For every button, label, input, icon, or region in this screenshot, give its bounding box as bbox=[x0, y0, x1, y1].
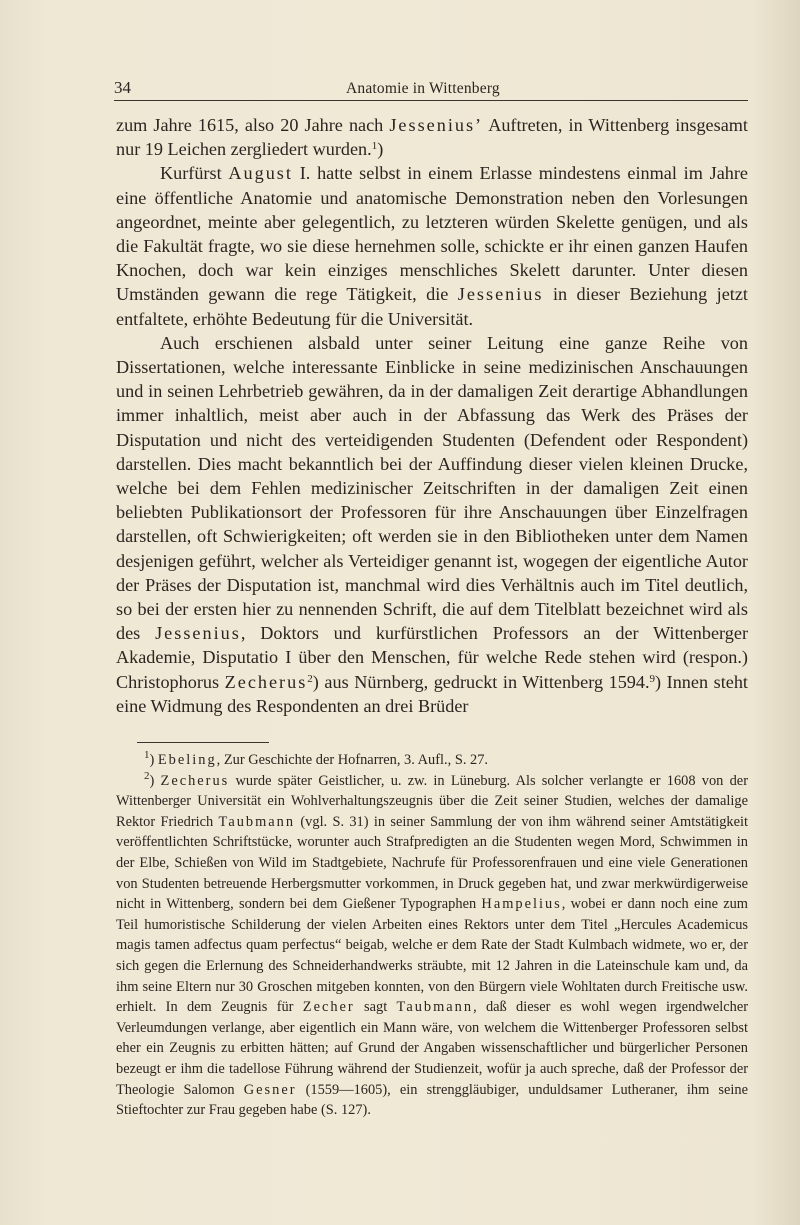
footnote-ref: 1 bbox=[371, 140, 378, 153]
text-run: , Zur Geschichte der Hofnarren, 3. Aufl., S. 27. bbox=[216, 752, 489, 768]
text-run: (vgl. S. 31) in seiner Sammlung der von ihm während seiner Amtstätigkeit veröffentlichten Schriftstücke, worunter auch Strafpredigten an die Studenten wegen Mord, Schwimmen in der Elbe, Schießen von Wild im Stadtgebiete, Nachrufe für Professorenfrauen und eine viele Generationen von Studenten betreuende Herbergsmutter vorkommen, in Druck gegeben hat, und zwar merkwürdigerweise nicht in Wittenberg, sondern bei dem Gießener Typographen bbox=[116, 813, 748, 913]
footnote-1: $^1$) Ebeling, Zur Geschichte der Hofnarren, 3. Aufl., S. 27. bbox=[144, 749, 489, 768]
text-run: ) aus Nürnberg, gedruckt in Wittenberg 1594. bbox=[312, 671, 650, 692]
text-run: Kurfürst bbox=[160, 163, 229, 184]
text-run: I. hatte selbst in einem Erlasse mindestens einmal im Jahre eine öffentliche Anatomie und anatomische Demonstration neben den Vorlesungen angeordnet, meinte aber gelegentlich, zu letzteren würden Skelette genügen, und als die Fakultät fragte, wo sie diese hernehmen solle, schickte er ihr einen ganzen Haufen Knochen, doch war kein einziges menschliches Skelett darunter. Unter diesen Umständen gewann die rege Tätigkeit, die bbox=[116, 163, 748, 305]
spaced-name: Hampelius bbox=[481, 896, 562, 913]
text-run: , wobei er dann noch eine zum Teil humoristische Schilderung der vielen Arbeiten eines Rektors unter dem Titel „Hercules Academicus magis tamen adfectus quam perfectus“ beigab, welche er dem Rate der Stadt Kulmbach widmete, wo er, der sich gegen die Erlernung des Schneiderhandwerks sträubte, mit 12 Jahren in die Lateinschule kam und, da ihm seine Eltern nur 30 Groschen mitgeben konnten, von den Bürgern viele Wohltaten durch Freitische usw. erhielt. In dem Zeugnis für bbox=[116, 896, 748, 1016]
spaced-name: Zecher bbox=[302, 999, 355, 1016]
footnotes bbox=[116, 750, 748, 1121]
spaced-name: Jessenius bbox=[155, 623, 241, 644]
text-run: ) bbox=[377, 139, 384, 160]
text-run: sagt bbox=[354, 999, 397, 1016]
spaced-name: August bbox=[228, 163, 293, 184]
spaced-name: Taubmann bbox=[396, 999, 474, 1016]
footnote-2: $^2$) Zecherus wurde später Geistlicher, u. zw. in Lüneburg. Als solcher verlangte er 1608 von der Wittenberger Universität ein Wohlverhaltungszeugnis über die Zeit seiner Studien, welches der damalige Rektor Friedrich Taubmann (vgl. S. 31) in seiner Sammlung der von ihm während seiner Amtstätigkeit veröffentlichten Schriftstücke, worunter auch Strafpredigten an die Studenten wegen Mord, Schwimmen in der Elbe, Schießen von Wild im Stadtgebiete, Nachrufe für Professorenfrauen und eine viele Generationen von Studenten betreuende Herbergsmutter vorkommen, in Druck gegeben hat, und zwar merkwürdigerweise nicht in Wittenberg, sondern bei dem Gießener Typographen Hampelius, wobei er dann noch eine zum Teil humoristische Schilderung der vielen Arbeiten eines Rektors unter dem Titel „Hercules Academicus magis tamen adfectus quam perfectus“ beigab, welche er dem Rate der Stadt Kulmbach widmete, wo er, der sich gegen die Erlernung des Schneiderhandwerks sträubte, mit 12 Jahren in die Lateinschule kam und, da ihm seine Eltern nur 30 Groschen mitgeben konnten, von den Bürgern viele Wohltaten durch Freitische usw. erhielt. In dem Zeugnis für Zecher sagt Taubmann, daß dieser es wohl wegen irgendwelcher Verleumdungen verlange, aber eigentlich ein Mann wäre, von welchem die Wittenberger Professoren selbst eher ein Zeugnis zu erbitten hätten; auf Grund der Angaben wissenschaftlicher und bürgerlicher Personen bezeugt er ihm die tadellose Führung während der Studienzeit, wofür ja auch spreche, daß der Professor der Theologie Salomon Gesner (1559—1605), ein strenggläubiger, unduldsamer Lutheraner, ihm seine Stieftochter zur Frau gegeben habe (S. 127). bbox=[116, 769, 748, 1119]
text-run: zum Jahre 1615, also 20 Jahre nach bbox=[116, 115, 390, 135]
text-run: , daß dieser es wohl wegen irgendwelcher Verleumdungen verlange, aber eigentlich ein Mann wäre, von welchem die Wittenberger Professoren selbst eher ein Zeugnis zu erbitten hätten; auf Grund der Angaben wissenschaftlicher und bürgerlicher Personen bezeugt er ihm die tadellose Führung während der Studienzeit, wofür ja auch spreche, daß der Professor der Theologie Salomon bbox=[116, 999, 748, 1098]
spaced-name: Taubmann bbox=[218, 813, 296, 830]
main-text bbox=[116, 113, 748, 718]
spaced-name: Gesner bbox=[243, 1081, 297, 1098]
footnote-mark: 2 bbox=[144, 769, 150, 782]
text-run: Auch erschienen alsbald unter seiner Leitung eine ganze Reihe von Dissertationen, welche interessante Einblicke in seine medizinischen Anschauungen und in seinen Lehrbetrieb gewähren, da in der damaligen Zeit derartige Abhandlungen immer inhaltlich, meist aber auch in der Abfassung das Werk des Präses der Disputation und nicht des verteidigenden Studenten (Defendent oder Respondent) darstellen. Dies macht bekanntlich bei der Auffindung dieser vielen kleinen Drucke, welche bei dem Fehlen medizinischer Zeitschriften in der damaligen Zeit einen beliebten Publikationsort der Professoren für ihre Anschauungen über Einzelfragen darstellen, oft Schwierigkeiten; oft werden sie in den Bibliotheken unter dem Namen desjenigen geführt, welcher als Verteidiger genannt ist, wogegen der eigentliche Autor der Präses der Disputation ist, manchmal wird dies Verhältnis auch im Titel deutlich, so bei der ersten hier zu nennenden Schrift, die auf dem Titelblatt bezeichnet wird als des bbox=[116, 332, 748, 644]
spaced-name: Zecherus bbox=[224, 671, 308, 692]
footnote-ref: 9 bbox=[649, 672, 656, 685]
page-header bbox=[114, 74, 748, 101]
text-run: in dieser Beziehung jetzt entfaltete, erhöhte Bedeutung für die Universität. bbox=[116, 284, 748, 329]
paragraph-2 bbox=[116, 161, 748, 330]
spaced-name: Jessenius’ bbox=[389, 115, 484, 135]
spaced-name: Jessenius bbox=[457, 284, 544, 305]
text-run: ) Innen steht eine Widmung des Respondenten an drei Brüder bbox=[116, 671, 748, 716]
footnote-ref: 2 bbox=[307, 672, 313, 685]
footnote-divider bbox=[137, 742, 269, 743]
footnote-mark: 1 bbox=[144, 749, 150, 761]
running-title: Anatomie in Wittenberg bbox=[346, 80, 500, 97]
spaced-name: Ebeling bbox=[157, 752, 217, 768]
text-run: (1559—1605), ein strenggläubiger, unduldsamer Lutheraner, ihm seine Stieftochter zur Frau gegeben habe (S. 127). bbox=[116, 1081, 748, 1119]
paragraph-1 bbox=[116, 113, 748, 161]
paragraph-3 bbox=[116, 331, 748, 718]
spaced-name: Zecherus bbox=[160, 772, 230, 789]
text-run: Auftreten, in Wittenberg insgesamt nur 19 Leichen zergliedert wurden. bbox=[116, 115, 748, 160]
text-run: , Doktors und kurfürstlichen Professors an der Wittenberger Akademie, Disputatio I über den Menschen, für welche Rede stehen wird (respon.) Christophorus bbox=[116, 623, 748, 692]
page-number: 34 bbox=[114, 78, 131, 97]
text-run: wurde später Geistlicher, u. zw. in Lüneburg. Als solcher verlangte er 1608 von der Wittenberger Universität ein Wohlverhaltungszeugnis über die Zeit seiner Studien, welches der damalige Rektor Friedrich bbox=[116, 772, 748, 830]
